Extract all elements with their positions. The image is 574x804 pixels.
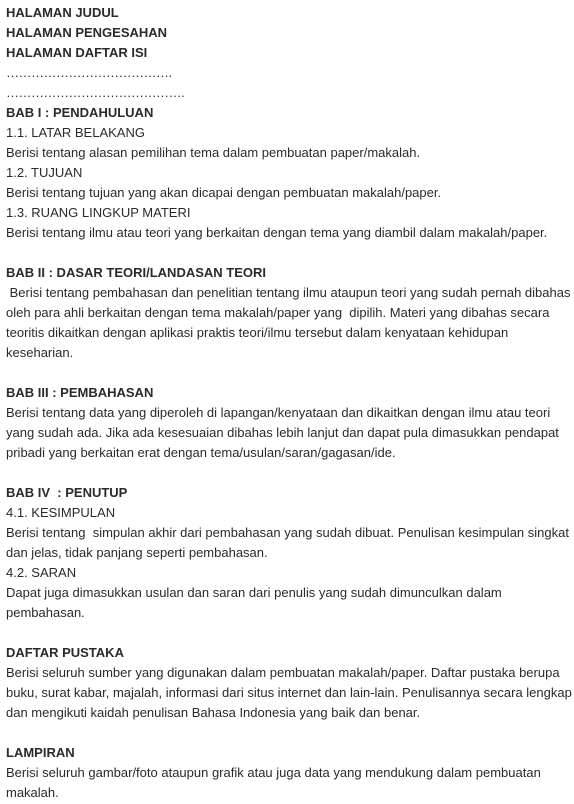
chapter-2-text-line: Berisi tentang pembahasan dan penelitian tentang ilmu ataupun teori yang sudah pernah dibahas	[6, 285, 571, 300]
chapter-4-title: BAB IV : PENUTUP	[6, 485, 128, 500]
spacer	[6, 463, 574, 483]
appendix-title: LAMPIRAN	[6, 745, 75, 760]
bibliography-text-line: Berisi seluruh sumber yang digunakan dalam pembuatan makalah/paper. Daftar pustaka berupa	[6, 665, 560, 680]
front-matter-title-page: HALAMAN JUDUL	[6, 5, 119, 20]
front-matter-ellipsis-2: …………………………………….	[6, 85, 185, 100]
section-4-1-text-line: Berisi tentang simpulan akhir dari pembahasan yang sudah dibuat. Penulisan kesimpulan singkat	[6, 525, 569, 540]
section-1-1-text: Berisi tentang alasan pemilihan tema dalam pembuatan paper/makalah.	[6, 145, 421, 160]
bibliography-text-line: buku, surat kabar, majalah, informasi dari situs internet dan lain-lain. Penulisannya secara lengkap	[6, 685, 572, 700]
section-1-2-text: Berisi tentang tujuan yang akan dicapai dengan pembuatan makalah/paper.	[6, 185, 442, 200]
chapter-2-text-line: teoritis dikaitkan dengan aplikasi praktis teori/ilmu tersebut dalam kenyataan kehidupan	[6, 325, 509, 340]
bibliography-text-line: dan mengikuti kaidah penulisan Bahasa Indonesia yang baik dan benar.	[6, 705, 421, 720]
spacer	[6, 723, 574, 743]
section-4-1-heading: 4.1. KESIMPULAN	[6, 505, 116, 520]
section-4-1-text-line: dan jelas, tidak panjang seperti pembahasan.	[6, 545, 268, 560]
spacer	[6, 243, 574, 263]
front-matter-toc-page: HALAMAN DAFTAR ISI	[6, 45, 148, 60]
front-matter-ellipsis-1: ………………………………….	[6, 65, 172, 80]
chapter-3-title: BAB III : PEMBAHASAN	[6, 385, 154, 400]
section-4-2-heading: 4.2. SARAN	[6, 565, 77, 580]
spacer	[6, 623, 574, 643]
chapter-2-text-line: oleh para ahli berkaitan dengan tema makalah/paper yang dipilih. Materi yang dibahas secara	[6, 305, 550, 320]
appendix-text-line: Berisi seluruh gambar/foto ataupun grafik atau juga data yang mendukung dalam pembuatan	[6, 765, 541, 780]
chapter-2-text-line: keseharian.	[6, 345, 74, 360]
section-1-1-heading: 1.1. LATAR BELAKANG	[6, 125, 145, 140]
chapter-3-text-line: pribadi yang berkaitan erat dengan tema/usulan/saran/gagasan/ide.	[6, 445, 396, 460]
appendix-text-line: makalah.	[6, 785, 59, 800]
chapter-3-text-line: Berisi tentang data yang diperoleh di lapangan/kenyataan dan dikaitkan dengan ilmu atau teori	[6, 405, 551, 420]
section-1-3-text: Berisi tentang ilmu atau teori yang berkaitan dengan tema yang diambil dalam makalah/paper.	[6, 225, 548, 240]
section-1-3-heading: 1.3. RUANG LINGKUP MATERI	[6, 205, 191, 220]
chapter-1-title: BAB I : PENDAHULUAN	[6, 105, 154, 120]
section-4-2-text-line: Dapat juga dimasukkan usulan dan saran dari penulis yang sudah dimunculkan dalam	[6, 585, 502, 600]
chapter-3-text-line: yang sudah ada. Jika ada kesesuaian dibahas lebih lanjut dan dapat pula dimasukkan pendapat	[6, 425, 559, 440]
front-matter-approval-page: HALAMAN PENGESAHAN	[6, 25, 168, 40]
bibliography-title: DAFTAR PUSTAKA	[6, 645, 124, 660]
section-4-2-text-line: pembahasan.	[6, 605, 85, 620]
section-1-2-heading: 1.2. TUJUAN	[6, 165, 83, 180]
chapter-2-title: BAB II : DASAR TEORI/LANDASAN TEORI	[6, 265, 266, 280]
spacer	[6, 363, 574, 383]
